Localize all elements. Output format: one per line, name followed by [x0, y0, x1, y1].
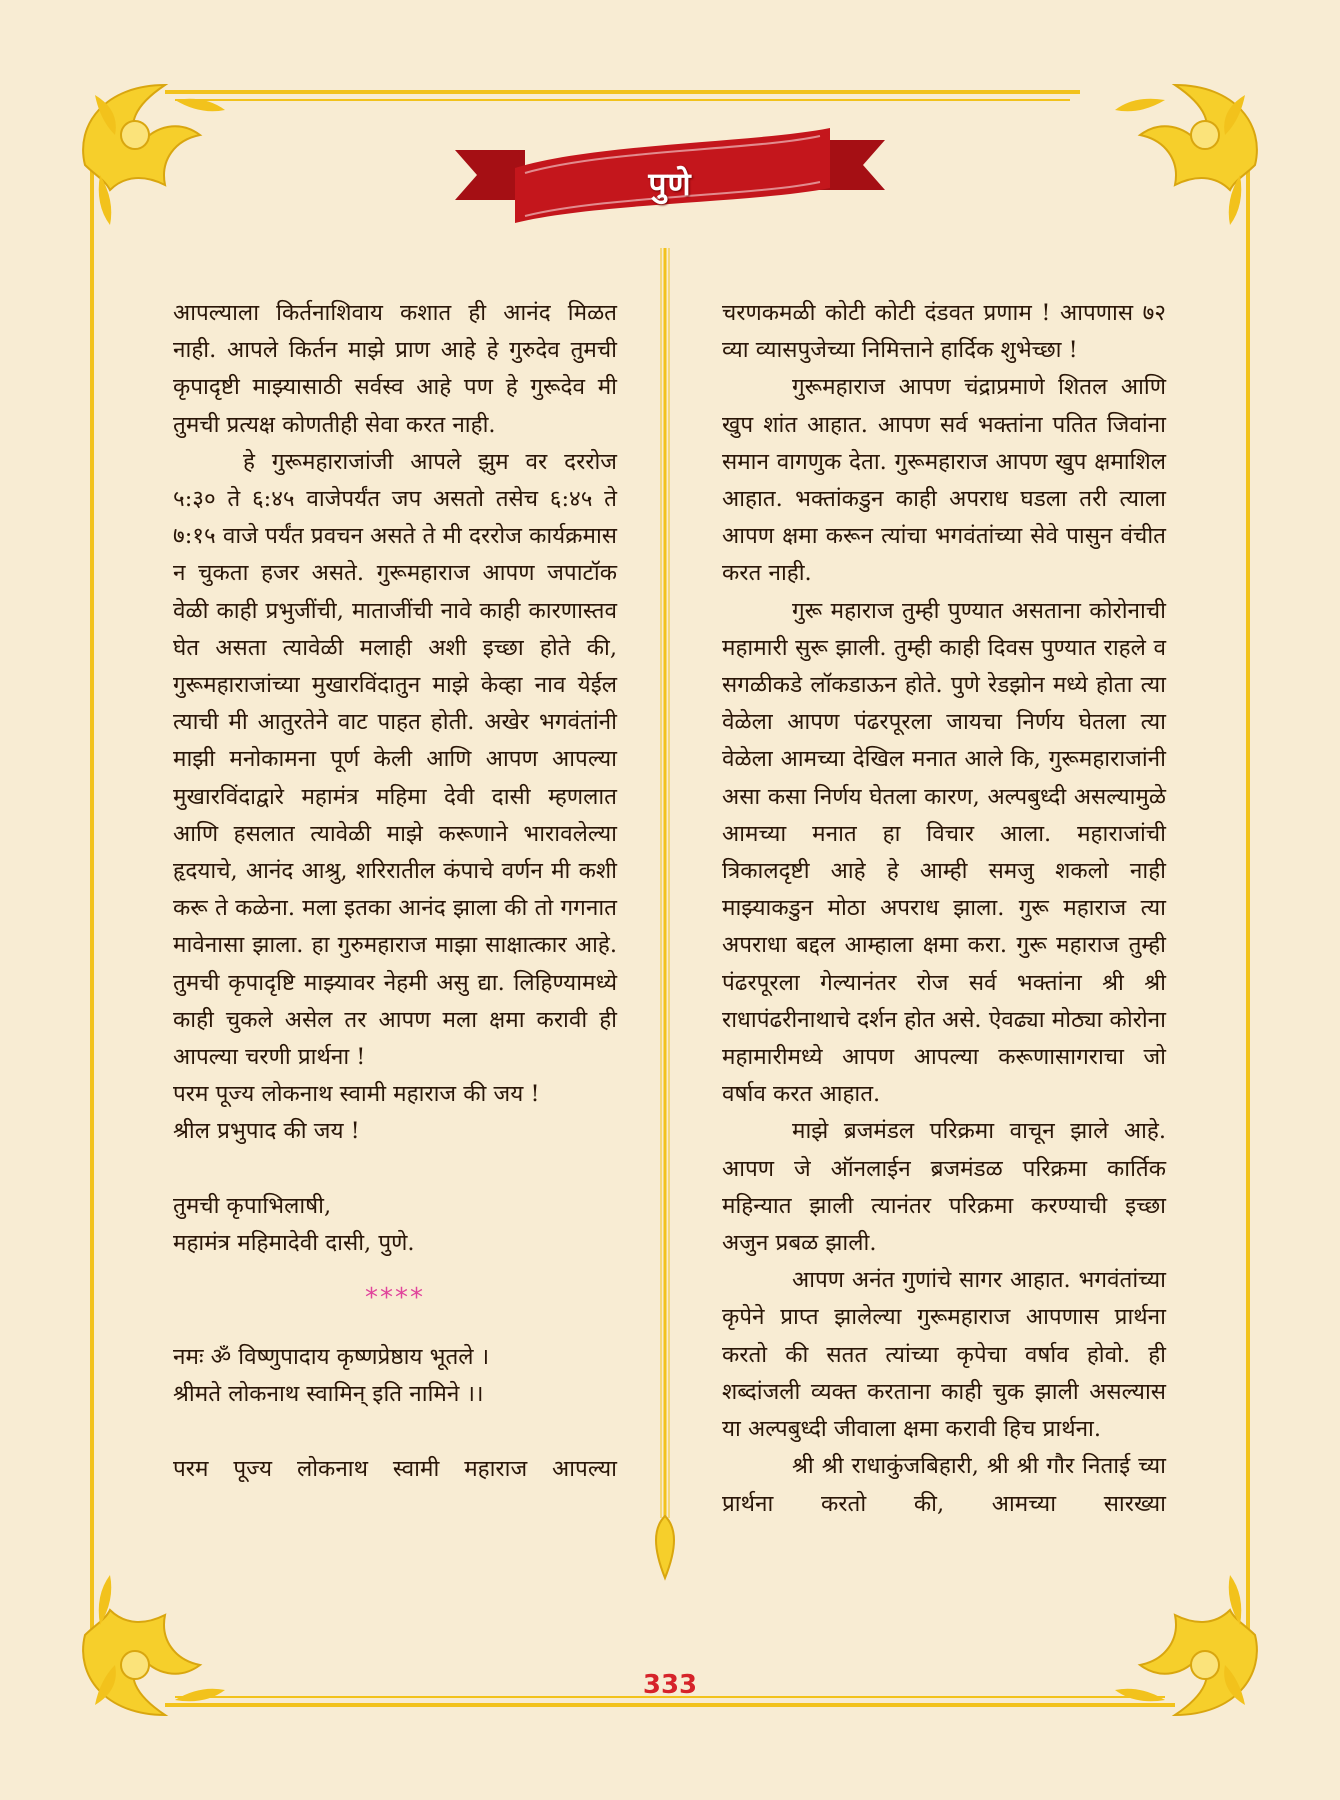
- center-divider: [650, 248, 680, 1598]
- page-number: 333: [642, 1670, 698, 1700]
- paragraph: आपण अनंत गुणांचे सागर आहात. भगवंतांच्या कृपेने प्राप्त झालेल्या गुरूमहाराज आपणास प्रार्थना करतो की सतत त्यांच्या कृपेचा वर्षाव होवो. ही शब्दांजली व्यक्त करताना काही चुक झाली असल्यास या अल्पबुध्दी जीवाला क्षमा करावी हिच प्रार्थना.: [722, 1267, 1166, 1443]
- paragraph: आपल्याला किर्तनाशिवाय कशात ही आनंद मिळत नाही. आपले किर्तन माझे प्राण आहे हे गुरुदेव तुमची कृपादृष्टी माझ्यासाठी सर्वस्व आहे पण हे गुरूदेव मी तुमची प्रत्यक्ष कोणतीही सेवा करत नाही.: [173, 300, 617, 438]
- verse-line: नमः ॐ विष्णुपादाय कृष्णप्रेष्ठाय भूतले ।: [173, 1344, 490, 1371]
- right-column: [722, 295, 1166, 1523]
- signature-line: महामंत्र महिमादेवी दासी, पुणे.: [173, 1229, 415, 1256]
- verse-line: श्रीमते लोकनाथ स्वामिन् इति नामिने ।।: [173, 1381, 484, 1408]
- paragraph: श्री श्री राधाकुंजबिहारी, श्री श्री गौर निताई च्या प्रार्थना करतो की, आमच्या सारख्या: [722, 1453, 1166, 1517]
- title-banner: [455, 128, 885, 228]
- paragraph: हे गुरूमहाराजांजी आपले झुम वर दररोज ५:३० ते ६:४५ वाजेपर्यंत जप असतो तसेच ६:४५ ते ७:१५ वाजे पर्यंत प्रवचन असते ते मी दररोज कार्यक्रमास न चुकता हजर असते. गुरूमहाराज आपण जपाटॉक वेळी काही प्रभुजींची, माताजींची नावे काही कारणास्तव घेत असता त्यावेळी मलाही अशी इच्छा होते की, गुरूमहाराजांच्या मुखारविंदातुन माझे केव्हा नाव येईल त्याची मी आतुरतेने वाट पाहत होती. अखेर भगवंतांनी माझी मनोकामना पूर्ण केली आणि आपण आपल्या मुखारविंदाद्वारे महामंत्र महिमा देवी दासी म्हणलात आणि हसलात त्यावेळी माझे करूणाने भारावलेल्या हृदयाचे, आनंद आश्रु, शरिरातील कंपाचे वर्णन मी कशी करू ते कळेना. मला इतका आनंद झाला की तो गगनात मावेनासा झाला. हा गुरुमहाराज माझा साक्षात्कार आहे. तुमची कृपादृष्टि माझ्यावर नेहमी असु द्या. लिहिण्यामध्ये काही चुकले असेल तर आपण मला क्षमा करावी ही आपल्या चरणी प्रार्थना !: [173, 448, 617, 1071]
- paragraph: गुरूमहाराज आपण चंद्राप्रमाणे शितल आणि खुप शांत आहात. आपण सर्व भक्तांना पतित जिवांना समान वागणुक देता. गुरूमहाराज आपण खुप क्षमाशिल आहात. भक्तांकडुन काही अपराध घडला तरी त्याला आपण क्षमा करून त्यांचा भगवंतांच्या सेवे पासुन वंचीत करत नाही.: [722, 374, 1166, 587]
- page-title: पुणे: [648, 165, 692, 203]
- left-column: [173, 295, 617, 1488]
- paragraph: चरणकमळी कोटी कोटी दंडवत प्रणाम ! आपणास ७२ व्या व्यासपुजेच्या निमित्ताने हार्दिक शुभेच्छा !: [722, 300, 1166, 364]
- paragraph: माझे ब्रजमंडल परिक्रमा वाचून झाले आहे. आपण जे ऑनलाईन ब्रजमंडळ परिक्रमा कार्तिक महिन्यात झाली त्यानंतर परिक्रमा करण्याची इच्छा अजुन प्रबळ झाली.: [722, 1118, 1166, 1257]
- closing-line: श्रील प्रभुपाद की जय !: [173, 1118, 360, 1145]
- paragraph: गुरू महाराज तुम्ही पुण्यात असताना कोरोनाची महामारी सुरू झाली. तुम्ही काही दिवस पुण्यात राहले व सगळीकडे लॉकडाऊन होते. पुणे रेडझोन मध्ये होता त्या वेळेला आपण पंढरपूरला जायचा निर्णय घेतला त्या वेळेला आमच्या देखिल मनात आले कि, गुरूमहाराजांनी असा कसा निर्णय घेतला कारण, अल्पबुध्दी असल्यामुळे आमच्या मनात हा विचार आला. महाराजांची त्रिकालदृष्टी आहे हे आम्ही समजु शकलो नाही माझ्याकडुन मोठा अपराध झाला. गुरू महाराज त्या अपराधा बद्दल आम्हाला क्षमा करा. गुरू महाराज तुम्ही पंढरपूरला गेल्यानंतर रोज सर्व भक्तांना श्री श्री राधापंढरीनाथाचे दर्शन होत असे. ऐवढ्या मोठ्या कोरोना महामारीमध्ये आपण आपल्या करूणासागराचा जो वर्षाव करत आहात.: [722, 597, 1166, 1108]
- separator-stars: ****: [365, 1283, 425, 1314]
- paragraph: परम पूज्य लोकनाथ स्वामी महाराज आपल्या: [173, 1455, 617, 1482]
- signature-line: तुमची कृपाभिलाषी,: [173, 1192, 332, 1219]
- closing-line: परम पूज्य लोकनाथ स्वामी महाराज की जय !: [173, 1081, 540, 1108]
